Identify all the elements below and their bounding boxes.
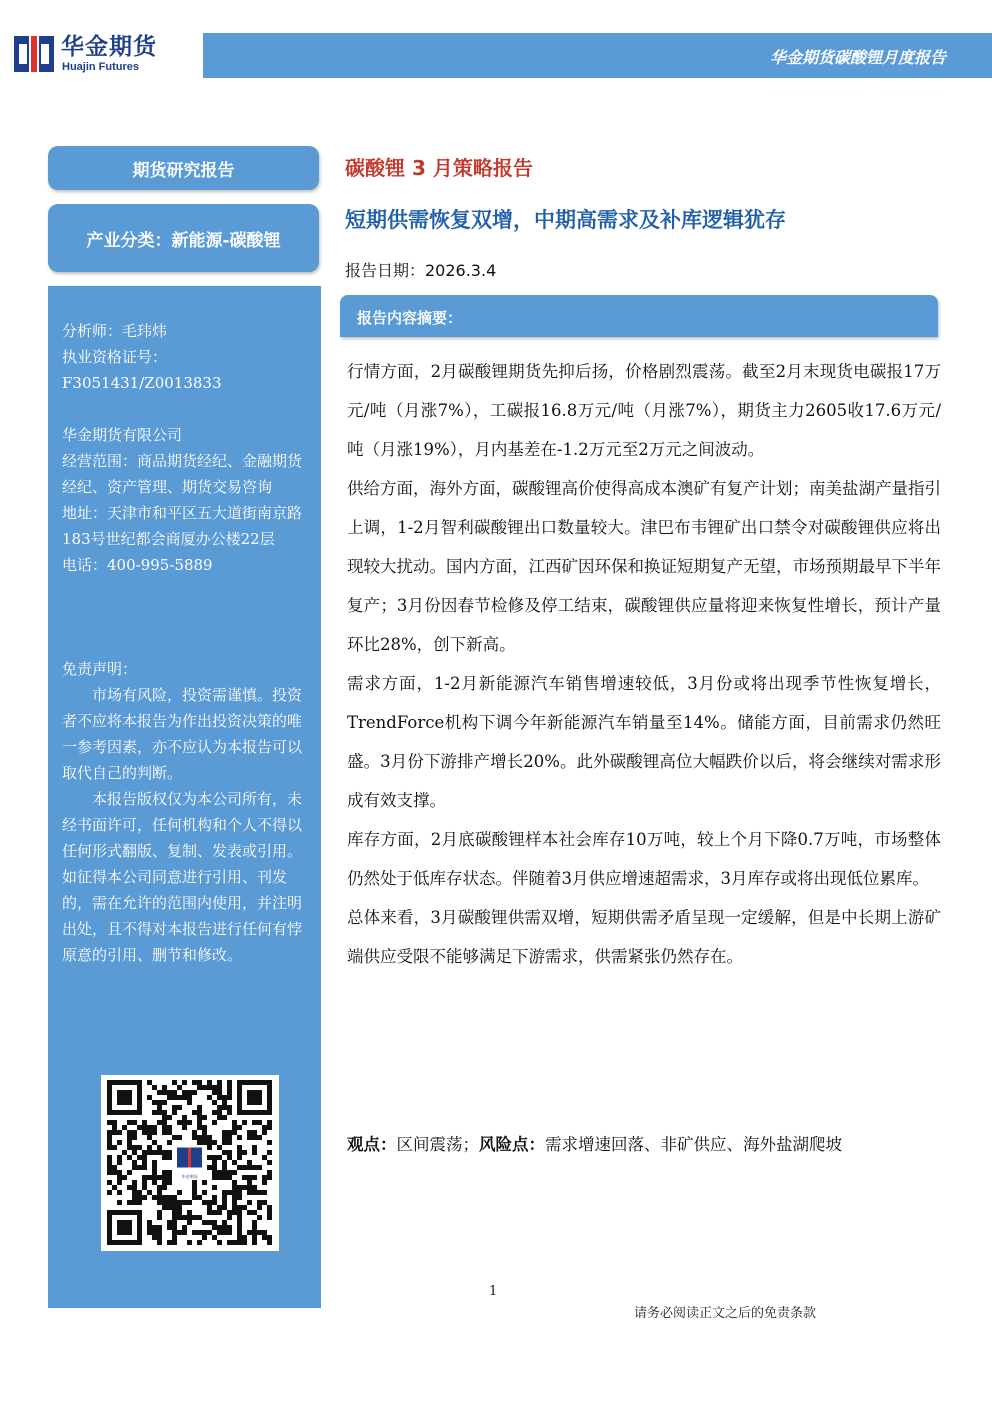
huajin-logo-icon bbox=[14, 34, 54, 74]
qr-code-icon bbox=[101, 1075, 279, 1251]
risk-label: 风险点： bbox=[479, 1135, 545, 1154]
logo-text-en: Huajin Futures bbox=[62, 61, 140, 73]
disclaimer-paragraph: 本报告版权仅为本公司所有，未经书面许可，任何机构和个人不得以任何形式翻版、复制、发表或引用。如征得本公司同意进行引用、刊发的，需在允许的范围内使用，并注明出处，且不得对本报告进行任何有悖原意的引用、删节和修改。 bbox=[62, 790, 303, 964]
cert-label: 执业资格证号： bbox=[62, 348, 168, 366]
header-bar bbox=[203, 33, 992, 78]
analyst-name: 分析师：毛玮炜 bbox=[62, 322, 168, 340]
footer-disclaimer-note: 请务必阅读正文之后的免责条款 bbox=[634, 1306, 817, 1321]
summary-body bbox=[347, 352, 941, 976]
qr-center-label: 华金期货 bbox=[181, 1174, 198, 1179]
company-logo bbox=[14, 34, 184, 78]
qr-code bbox=[101, 1075, 279, 1251]
summary-paragraph-supply: 供给方面，海外方面，碳酸锂高价使得高成本澳矿有复产计划；南美盐湖产量指引上调，1-2月智利碳酸锂出口数量较大。津巴布韦锂矿出口禁令对碳酸锂供应将出现较大扰动。国内方面，江西矿因环保和换证短期复产无望，市场预期最早下半年复产；3月份因春节检修及停工结束，碳酸锂供应量将迎来恢复性增长，预计产量环比28%，创下新高。 bbox=[347, 479, 941, 654]
analyst-info bbox=[62, 318, 306, 396]
disclaimer-title: 免责声明： bbox=[62, 660, 138, 678]
risk-text: 需求增速回落、非矿供应、海外盐湖爬坡 bbox=[545, 1135, 842, 1154]
company-address: 地址：天津市和平区五大道街南京路183号世纪都会商厦办公楼22层 bbox=[62, 504, 303, 548]
logo-text-cn: 华金期货 bbox=[61, 34, 157, 60]
cert-number: F3051431/Z0013833 bbox=[62, 374, 222, 392]
report-type-box: 期货研究报告 bbox=[48, 146, 319, 190]
summary-paragraph-inventory: 库存方面，2月底碳酸锂样本社会库存10万吨，较上个月下降0.7万吨，市场整体仍然处于低库存状态。伴随着3月供应增速超需求，3月库存或将出现低位累库。 bbox=[347, 830, 941, 888]
summary-paragraph-demand: 需求方面，1-2月新能源汽车销售增速较低，3月份或将出现季节性恢复增长，TrendForce机构下调今年新能源汽车销量至14%。储能方面，目前需求仍然旺盛。3月份下游排产增长20%。此外碳酸锂高位大幅跌价以后，将会继续对需求形成有效支撑。 bbox=[347, 674, 941, 810]
conclusion-line bbox=[347, 1130, 947, 1160]
company-info bbox=[62, 422, 306, 578]
summary-paragraph-market: 行情方面，2月碳酸锂期货先抑后扬，价格剧烈震荡。截至2月末现货电碳报17万元/吨（月涨7%），工碳报16.8万元/吨（月涨7%），期货主力2605收17.6万元/吨（月涨19%），月内基差在-1.2万元至2万元之间波动。 bbox=[347, 362, 941, 459]
disclaimer-paragraph: 市场有风险，投资需谨慎。投资者不应将本报告为作出投资决策的唯一参考因素，亦不应认为本报告可以取代自己的判断。 bbox=[62, 686, 303, 782]
summary-paragraph-overall: 总体来看，3月碳酸锂供需双增，短期供需矛盾呈现一定缓解，但是中长期上游矿端供应受限不能够满足下游需求，供需紧张仍然存在。 bbox=[347, 908, 941, 966]
report-series-title: 华金期货碳酸锂月度报告 bbox=[769, 48, 946, 67]
report-date: 报告日期：2026.3.4 bbox=[345, 261, 497, 280]
view-label: 观点： bbox=[347, 1135, 397, 1154]
page-number: 1 bbox=[489, 1284, 498, 1299]
summary-label: 报告内容摘要： bbox=[357, 309, 463, 327]
industry-category-box: 产业分类：新能源-碳酸锂 bbox=[48, 204, 319, 272]
company-name: 华金期货有限公司 bbox=[62, 426, 183, 444]
report-title: 碳酸锂 3 月策略报告 bbox=[345, 156, 533, 180]
business-scope: 经营范围：商品期货经纪、金融期货经纪、资产管理、期货交易咨询 bbox=[62, 452, 303, 496]
summary-header bbox=[340, 295, 938, 337]
disclaimer bbox=[62, 656, 306, 968]
sidebar-panel bbox=[48, 286, 321, 1308]
report-subtitle: 短期供需恢复双增，中期高需求及补库逻辑犹存 bbox=[345, 208, 786, 232]
view-text: 区间震荡； bbox=[396, 1135, 479, 1154]
company-phone: 电话：400-995-5889 bbox=[62, 556, 213, 574]
